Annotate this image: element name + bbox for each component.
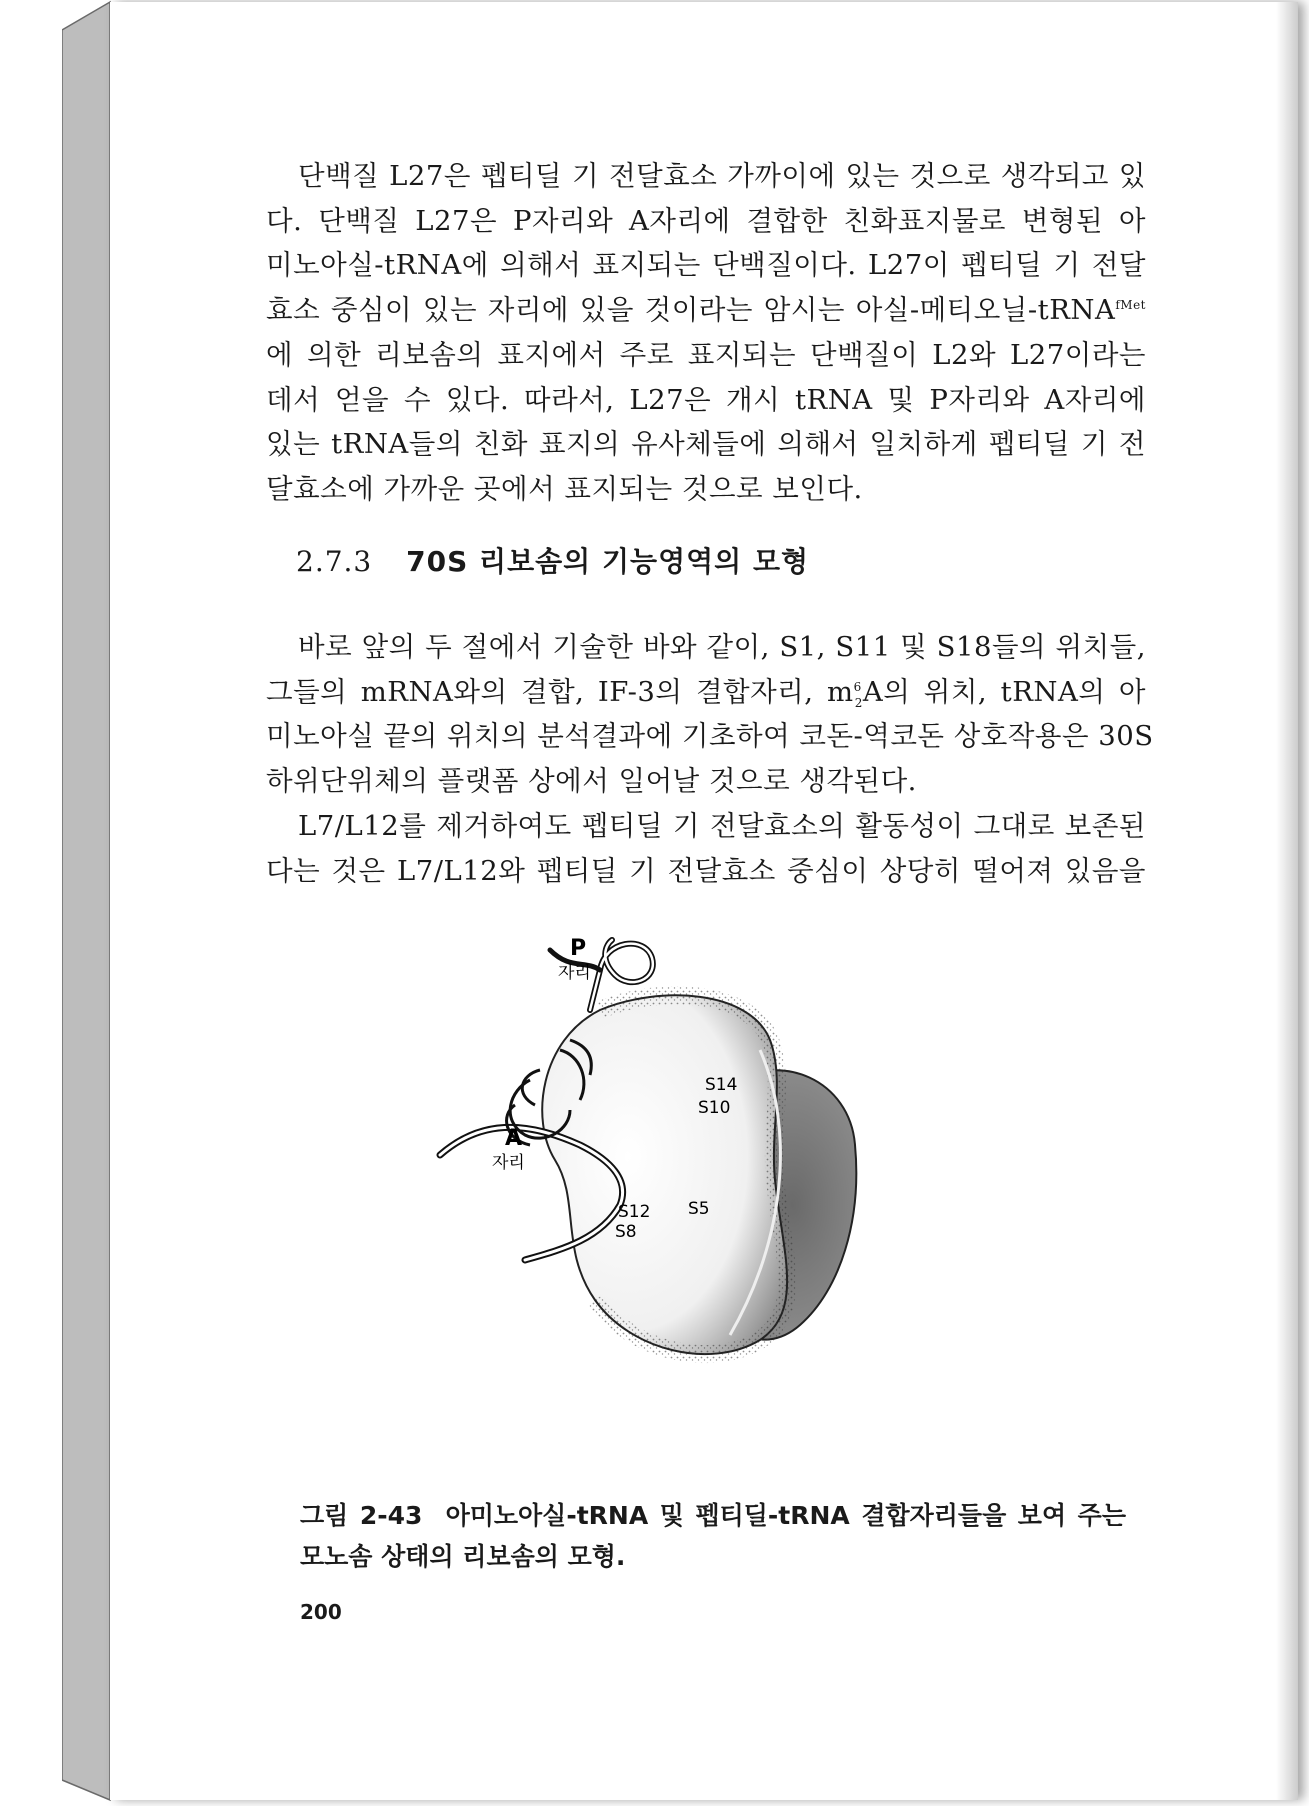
text-line: 달효소에 가까운 곳에서 표지되는 것으로 보인다.: [266, 472, 863, 505]
text-line: L7/L12를 제거하여도 펩티딜 기 전달효소의 활동성이 그대로 보존된: [298, 809, 1146, 842]
text-line: 에 의한 리보솜의 표지에서 주로 표지되는 단백질이 L2와 L27이라는: [266, 338, 1146, 371]
text-line: 그들의 mRNA와의 결합, IF-3의 결합자리, $m^6_2A$의 위치, tRNA의 아: [266, 675, 1146, 711]
protein-label-s12: S12: [618, 1202, 651, 1222]
protein-label-s10: S10: [698, 1098, 731, 1118]
text-line: 효소 중심이 있는 자리에 있을 것이라는 암시는 아실-메티오닐-tRNA$^{fMet}$: [266, 294, 1146, 327]
text-line: 하위단위체의 플랫폼 상에서 일어날 것으로 생각된다.: [266, 765, 917, 798]
p-site-sublabel: 자리: [558, 963, 591, 983]
text-line: 미노아실 끝의 위치의 분석결과에 기초하여 코돈-역코돈 상호작용은 30S: [266, 720, 1154, 753]
p-site-label: P: [570, 936, 587, 961]
paragraph-2: [266, 625, 1154, 893]
text-line: 다는 것은 L7/L12와 펩티딜 기 전달효소 중심이 상당히 떨어져 있음을: [266, 854, 1146, 887]
protein-label-s5: S5: [688, 1199, 710, 1219]
ribosome-figure: [430, 930, 990, 1470]
superscript-fmet: fMet: [1115, 297, 1146, 312]
a-site-label: A: [505, 1126, 523, 1151]
small-subunit: [542, 995, 787, 1354]
protein-label-s14: S14: [705, 1075, 738, 1095]
figure-caption: [300, 1495, 1126, 1577]
section-title: 70S 리보솜의 기능영역의 모형: [406, 545, 810, 578]
page-number: 200: [300, 1600, 342, 1624]
text-line: 있는 tRNA들의 친화 표지의 유사체들에 의해서 일치하게 펩티딜 기 전: [266, 428, 1146, 461]
protein-label-s8: S8: [615, 1222, 637, 1242]
subscript-2: 2: [854, 696, 863, 711]
superscript-6: 6: [853, 679, 862, 694]
a-site-sublabel: 자리: [492, 1153, 525, 1173]
text-line: 다. 단백질 L27은 P자리와 A자리에 결합한 친화표지물로 변형된 아: [266, 204, 1146, 237]
text-line: 단백질 L27은 펩티딜 기 전달효소 가까이에 있는 것으로 생각되고 있: [298, 160, 1146, 192]
caption-line: 모노솜 상태의 리보솜의 모형.: [300, 1542, 626, 1571]
book-spine: [62, 0, 112, 1806]
section-heading: [296, 540, 809, 580]
caption-line: 그림 2-43 아미노아실-tRNA 및 펩티딜-tRNA 결합자리들을 보여 주는: [300, 1501, 1126, 1530]
text-line: 데서 얻을 수 있다. 따라서, L27은 개시 tRNA 및 P자리와 A자리에: [266, 383, 1146, 416]
section-number: 2.7.3: [296, 545, 373, 578]
text-line: 바로 앞의 두 절에서 기술한 바와 같이, S1, S11 및 S18들의 위치들,: [298, 631, 1146, 663]
text-line: 미노아실-tRNA에 의해서 표지되는 단백질이다. L27이 펩티딜 기 전달: [266, 249, 1146, 282]
caption-label: 그림 2-43: [300, 1501, 423, 1530]
paragraph-1: [266, 154, 1146, 512]
